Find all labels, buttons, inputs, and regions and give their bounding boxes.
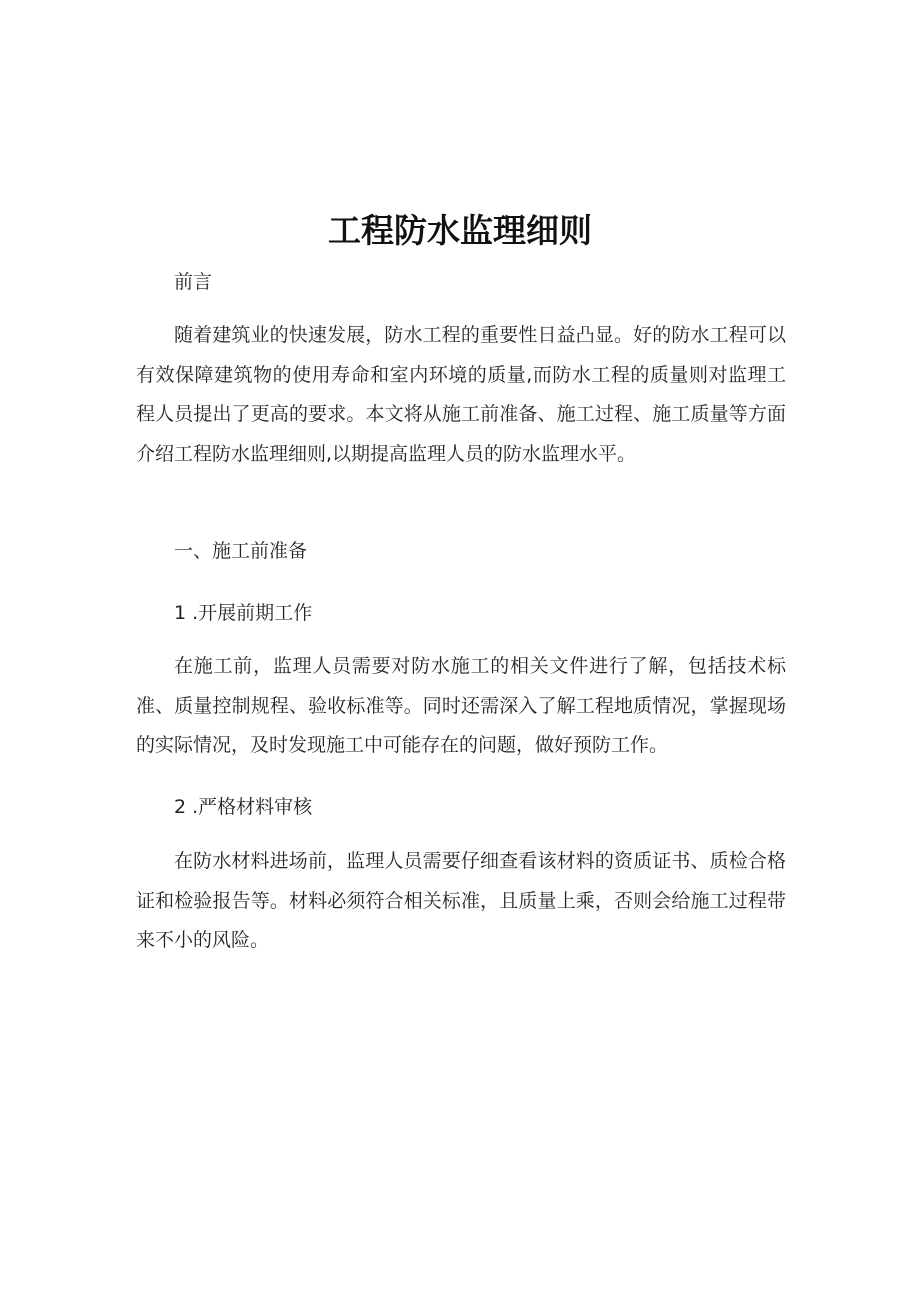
section-heading-preparation: 一、施工前准备 (174, 540, 308, 562)
item-paragraph-material-review: 在防水材料进场前，监理人员需要仔细查看该材料的资质证书、质检合格证和检验报告等。材料必须符合相关标准，且质量上乘，否则会给施工过程带来不小的风险。 (136, 850, 786, 951)
preface-heading: 前言 (174, 271, 213, 293)
item-heading-material-review: 2 .严格材料审核 (174, 796, 313, 818)
item-paragraph-early-work: 在施工前，监理人员需要对防水施工的相关文件进行了解，包括技术标准、质量控制规程、验收标准等。同时还需深入了解工程地质情况，掌握现场的实际情况，及时发现施工中可能存在的问题，做好预防工作。 (136, 655, 786, 756)
preface-paragraph: 随着建筑业的快速发展，防水工程的重要性日益凸显。好的防水工程可以有效保障建筑物的使用寿命和室内环境的质量,而防水工程的质量则对监理工程人员提出了更高的要求。本文将从施工前准备、施工过程、施工质量等方面介绍工程防水监理细则,以期提高监理人员的防水监理水平。 (136, 324, 786, 465)
document-title: 工程防水监理细则 (328, 211, 592, 250)
item-heading-early-work: 1 .开展前期工作 (174, 602, 313, 624)
